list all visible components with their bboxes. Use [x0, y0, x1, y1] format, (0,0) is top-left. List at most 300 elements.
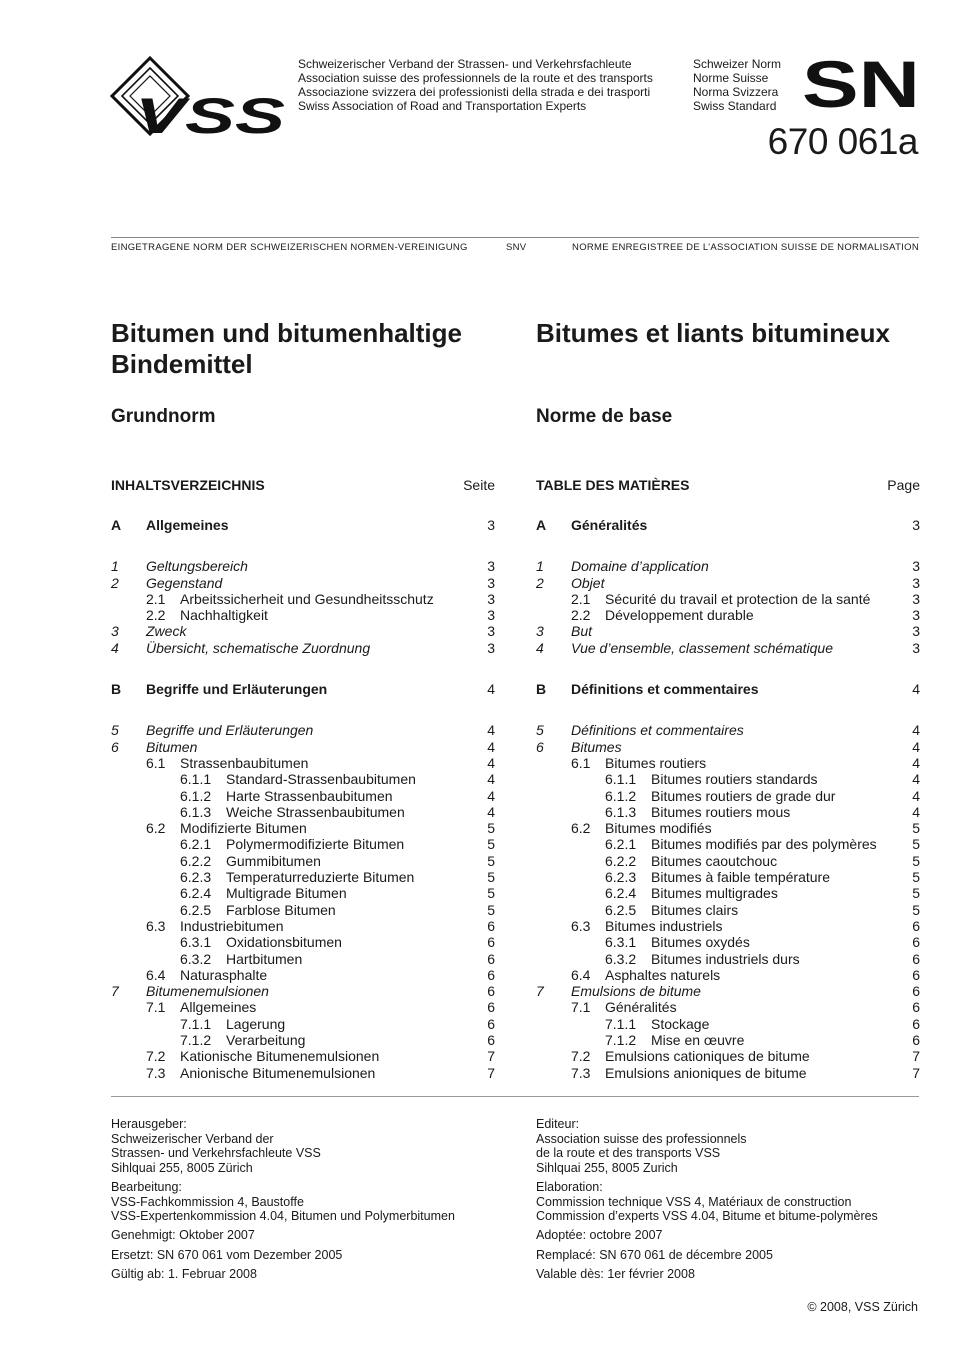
toc-page: 3 [912, 639, 920, 656]
toc-entry [111, 902, 495, 918]
toc-number: 2.2 [571, 607, 591, 624]
imprint-line: Elaboration: [536, 1179, 603, 1194]
toc-number: 6.2.3 [180, 869, 212, 886]
toc-page: 6 [487, 1032, 495, 1049]
toc-page: 4 [912, 787, 920, 804]
norm-line: Swiss Standard [693, 99, 777, 113]
toc-entry [536, 788, 920, 804]
toc-number: 7.1 [571, 999, 591, 1016]
toc-title: Gegenstand [146, 574, 223, 591]
toc-page: 5 [487, 820, 495, 837]
page-label: Page [887, 477, 920, 493]
toc-number: 6.1.1 [605, 771, 637, 788]
toc-title: Bitumes routiers mous [651, 803, 791, 820]
toc-number: 4 [536, 639, 544, 656]
toc-number: 2 [536, 574, 544, 591]
title-de-line: Bitumen und bitumenhaltige [111, 318, 462, 348]
toc-number: 6.3.1 [605, 934, 637, 951]
toc-page: 4 [487, 754, 495, 771]
association-line: Swiss Association of Road and Transportation Experts [298, 99, 587, 113]
toc-number: 7.1.2 [180, 1032, 212, 1049]
imprint-line: Ersetzt: SN 670 061 vom Dezember 2005 [111, 1247, 343, 1262]
toc-spacer [536, 656, 920, 681]
norm-names [693, 57, 781, 113]
toc-page: 4 [487, 803, 495, 820]
imprint-block [111, 1228, 495, 1243]
toc-entry [111, 1032, 495, 1048]
toc-title: Mise en œuvre [651, 1032, 745, 1049]
toc-number: A [111, 517, 122, 533]
toc-spacer [111, 656, 495, 681]
toc-title: Weiche Strassenbaubitumen [226, 803, 405, 820]
imprint-line: de la route et des transports VSS [536, 1146, 721, 1161]
registration-divider [111, 237, 919, 238]
toc-number: 6.2.1 [180, 836, 212, 853]
sn-logo-text: SN [802, 56, 920, 110]
title-de-line: Bindemittel [111, 349, 253, 379]
toc-entry [536, 1065, 920, 1081]
toc-number: 6.2 [571, 820, 591, 837]
toc-number: 2.1 [571, 590, 591, 607]
toc-page: 5 [912, 820, 920, 837]
toc-title: Généralités [571, 517, 648, 533]
subtitle-de: Grundnorm [111, 406, 216, 427]
toc-page: 3 [912, 574, 920, 591]
toc-entry [111, 1065, 495, 1081]
toc-title: Stockage [651, 1015, 710, 1032]
subtitle-fr: Norme de base [536, 406, 673, 427]
imprint-de [111, 1117, 495, 1286]
toc-entry [536, 681, 920, 697]
toc-number: 7 [536, 983, 544, 1000]
title-de [111, 318, 462, 380]
toc-header-de [111, 477, 495, 497]
toc-number: A [536, 517, 547, 533]
toc-number: 3 [111, 623, 119, 640]
toc-page: 3 [487, 517, 495, 533]
imprint-line: Sihlquai 255, 8005 Zurich [536, 1160, 678, 1175]
toc-page: 3 [912, 623, 920, 640]
registration-fr: NORME ENREGISTREE DE L’ASSOCIATION SUISSE DE NORMALISATION [572, 242, 919, 253]
toc-label: TABLE DES MATIÈRES [536, 477, 690, 493]
toc-entry [111, 575, 495, 591]
toc-title: Bitumes routiers [605, 754, 707, 771]
toc-number: 7.3 [571, 1064, 591, 1081]
toc-entry [111, 681, 495, 697]
toc-number: 6.2.4 [605, 885, 637, 902]
toc-title: Bitumes industriels durs [651, 950, 800, 967]
toc-number: 6.1.1 [180, 771, 212, 788]
toc-number: 4 [111, 639, 119, 656]
toc-page: 6 [912, 999, 920, 1016]
toc-page: 4 [487, 681, 495, 698]
imprint-line: Adoptée: octobre 2007 [536, 1228, 663, 1243]
toc-number: 7.2 [146, 1048, 166, 1065]
toc-page: 6 [912, 934, 920, 951]
toc-title: Sécurité du travail et protection de la santé [605, 590, 871, 607]
toc-number: 6.1.2 [180, 787, 212, 804]
toc-number: 2 [111, 574, 119, 591]
toc-page: 7 [487, 1048, 495, 1065]
toc-title: Asphaltes naturels [605, 966, 721, 983]
toc-page: 6 [487, 999, 495, 1016]
toc-entry [111, 607, 495, 623]
toc-title: Bitumes caoutchouc [651, 852, 778, 869]
toc-number: 6 [536, 738, 544, 755]
toc-entry [111, 591, 495, 607]
toc-entry [536, 967, 920, 983]
title-fr-line: Bitumes et liants bitumineux [536, 318, 890, 348]
toc-page: 6 [912, 983, 920, 1000]
toc-title: Développement durable [605, 607, 754, 624]
toc-page: 5 [487, 901, 495, 918]
toc-entry [111, 967, 495, 983]
imprint-block [111, 1180, 495, 1224]
toc-fr [536, 517, 920, 1081]
sn-logo [802, 56, 920, 110]
vss-logo-text: VSS [135, 88, 285, 140]
toc-number: 6.2.2 [605, 852, 637, 869]
toc-number: 7.1 [146, 999, 166, 1016]
toc-spacer [536, 697, 920, 722]
toc-entry [536, 820, 920, 836]
registration-de: EINGETRAGENE NORM DER SCHWEIZERISCHEN NORMEN-VEREINIGUNG [111, 242, 468, 253]
imprint-block [536, 1248, 920, 1263]
toc-page: 4 [912, 722, 920, 739]
toc-title: Multigrade Bitumen [226, 885, 347, 902]
toc-title: Bitumes routiers de grade dur [651, 787, 836, 804]
toc-entry [111, 640, 495, 656]
toc-entry [111, 820, 495, 836]
toc-entry [536, 869, 920, 885]
imprint-line: Strassen- und Verkehrsfachleute VSS [111, 1146, 321, 1161]
toc-page: 6 [487, 983, 495, 1000]
toc-number: 7.1.1 [180, 1015, 212, 1032]
toc-page: 3 [487, 623, 495, 640]
toc-number: 7 [111, 983, 119, 1000]
toc-title: But [571, 623, 593, 640]
toc-number: 6.2.2 [180, 852, 212, 869]
toc-title: Bitumes multigrades [651, 885, 778, 902]
toc-header-fr [536, 477, 920, 497]
toc-number: 6.2 [146, 820, 166, 837]
toc-entry [536, 591, 920, 607]
toc-title: Bitumes industriels [605, 917, 723, 934]
toc-page: 4 [912, 681, 920, 698]
registration-snv: SNV [506, 242, 527, 253]
toc-number: 5 [111, 722, 119, 739]
toc-de [111, 517, 495, 1081]
toc-entry [536, 1032, 920, 1048]
toc-number: 1 [536, 558, 544, 575]
toc-spacer [536, 533, 920, 558]
imprint-block [111, 1117, 495, 1175]
toc-entry [536, 902, 920, 918]
toc-number: 6.3.1 [180, 934, 212, 951]
toc-number: 6.3.2 [605, 950, 637, 967]
toc-entry [536, 607, 920, 623]
toc-page: 5 [912, 869, 920, 886]
toc-entry [111, 771, 495, 787]
toc-spacer [111, 697, 495, 722]
vss-logo [110, 56, 292, 140]
toc-entry [111, 983, 495, 999]
toc-title: Allgemeines [146, 517, 229, 533]
page-label: Seite [463, 477, 495, 493]
toc-entry [111, 999, 495, 1015]
toc-number: 6.1.2 [605, 787, 637, 804]
toc-title: Bitumes modifiés [605, 820, 712, 837]
toc-title: Harte Strassenbaubitumen [226, 787, 393, 804]
toc-title: Bitumes clairs [651, 901, 739, 918]
toc-page: 3 [912, 517, 920, 533]
toc-page: 4 [912, 803, 920, 820]
toc-entry [536, 558, 920, 574]
toc-page: 5 [487, 852, 495, 869]
toc-page: 6 [912, 966, 920, 983]
toc-title: Geltungsbereich [146, 558, 248, 575]
toc-title: Lagerung [226, 1015, 286, 1032]
toc-number: 6.2.5 [605, 901, 637, 918]
toc-title: Emulsions anioniques de bitume [605, 1064, 807, 1081]
toc-number: 2.2 [146, 607, 166, 624]
toc-entry [536, 918, 920, 934]
toc-title: Nachhaltigkeit [180, 607, 268, 624]
toc-entry [536, 575, 920, 591]
toc-title: Emulsions cationiques de bitume [605, 1048, 810, 1065]
toc-title: Oxidationsbitumen [226, 934, 342, 951]
imprint-line: Commission d’experts VSS 4.04, Bitume et bitume-polymères [536, 1209, 878, 1224]
toc-title: Emulsions de bitume [571, 983, 701, 1000]
toc-entry [536, 771, 920, 787]
imprint-line: Sihlquai 255, 8005 Zürich [111, 1160, 253, 1175]
copyright: © 2008, VSS Zürich [807, 1300, 918, 1314]
imprint-line: VSS-Fachkommission 4, Baustoffe [111, 1194, 304, 1209]
toc-title: Bitumen [146, 738, 198, 755]
toc-entry [111, 788, 495, 804]
association-names [298, 57, 653, 113]
toc-number: 6.2.3 [605, 869, 637, 886]
toc-entry [111, 739, 495, 755]
toc-entry [536, 739, 920, 755]
imprint-block [111, 1267, 495, 1282]
toc-number: 2.1 [146, 590, 166, 607]
toc-entry [536, 934, 920, 950]
toc-title: Généralités [605, 999, 677, 1016]
toc-entry [536, 885, 920, 901]
toc-title: Objet [571, 574, 605, 591]
toc-page: 3 [487, 639, 495, 656]
toc-page: 3 [487, 590, 495, 607]
toc-title: Définitions et commentaires [571, 722, 744, 739]
toc-title: Bitumes oxydés [651, 934, 750, 951]
toc-entry [536, 623, 920, 639]
toc-number: 6.2.1 [605, 836, 637, 853]
toc-entry [536, 999, 920, 1015]
toc-number: 6.1 [571, 754, 591, 771]
toc-title: Begriffe und Erläuterungen [146, 722, 314, 739]
toc-entry [111, 755, 495, 771]
toc-entry [111, 804, 495, 820]
toc-title: Naturasphalte [180, 966, 268, 983]
toc-number: 6.4 [146, 966, 166, 983]
toc-page: 3 [487, 607, 495, 624]
toc-entry [111, 934, 495, 950]
toc-number: B [111, 681, 122, 698]
imprint-block [536, 1228, 920, 1243]
toc-number: 6.2.5 [180, 901, 212, 918]
norm-line: Norme Suisse [693, 71, 769, 85]
toc-page: 4 [487, 771, 495, 788]
toc-page: 4 [487, 722, 495, 739]
toc-number: B [536, 681, 547, 698]
toc-title: Bitumes à faible température [651, 869, 830, 886]
imprint-block [536, 1117, 920, 1175]
toc-entry [111, 517, 495, 533]
toc-page: 5 [912, 852, 920, 869]
toc-entry [536, 983, 920, 999]
toc-title: Temperaturreduzierte Bitumen [226, 869, 415, 886]
toc-entry [111, 918, 495, 934]
norm-line: Schweizer Norm [693, 57, 782, 71]
toc-page: 3 [912, 607, 920, 624]
toc-entry [536, 722, 920, 738]
toc-page: 5 [912, 836, 920, 853]
imprint-line: Valable dès: 1er février 2008 [536, 1266, 695, 1281]
imprint-block [536, 1180, 920, 1224]
toc-page: 4 [912, 754, 920, 771]
toc-title: Standard-Strassenbaubitumen [226, 771, 416, 788]
toc-entry [111, 951, 495, 967]
toc-title: Bitumenemulsionen [146, 983, 269, 1000]
toc-page: 3 [487, 558, 495, 575]
toc-page: 3 [912, 590, 920, 607]
toc-number: 1 [111, 558, 119, 575]
imprint-fr [536, 1117, 920, 1286]
footer-divider [111, 1096, 919, 1097]
imprint-block [111, 1248, 495, 1263]
toc-spacer [111, 533, 495, 558]
toc-number: 6.1.3 [605, 803, 637, 820]
toc-title: Verarbeitung [226, 1032, 306, 1049]
toc-number: 3 [536, 623, 544, 640]
toc-title: Kationische Bitumenemulsionen [180, 1048, 380, 1065]
imprint-line: Herausgeber: [111, 1117, 187, 1131]
toc-number: 7.2 [571, 1048, 591, 1065]
toc-title: Bitumes modifiés par des polymères [651, 836, 877, 853]
toc-number: 6.3.2 [180, 950, 212, 967]
toc-entry [111, 853, 495, 869]
toc-page: 6 [912, 917, 920, 934]
toc-page: 6 [912, 950, 920, 967]
document-number: 670 061a [767, 121, 918, 162]
imprint-line: Gültig ab: 1. Februar 2008 [111, 1266, 257, 1281]
toc-number: 7.3 [146, 1064, 166, 1081]
toc-title: Bitumes routiers standards [651, 771, 818, 788]
imprint-line: VSS-Expertenkommission 4.04, Bitumen und Polymerbitumen [111, 1209, 455, 1224]
toc-title: Vue d’ensemble, classement schématique [571, 639, 834, 656]
association-line: Associazione svizzera dei professionisti della strada e dei trasporti [298, 85, 651, 99]
toc-page: 6 [912, 1032, 920, 1049]
toc-page: 5 [912, 901, 920, 918]
toc-entry [111, 836, 495, 852]
toc-page: 4 [912, 738, 920, 755]
toc-number: 6.3 [571, 917, 591, 934]
toc-entry [536, 517, 920, 533]
toc-title: Bitumes [571, 738, 622, 755]
toc-page: 5 [487, 869, 495, 886]
toc-page: 5 [487, 885, 495, 902]
imprint-line: Commission technique VSS 4, Matériaux de construction [536, 1194, 852, 1209]
toc-entry [536, 853, 920, 869]
toc-entry [536, 1016, 920, 1032]
toc-number: 5 [536, 722, 544, 739]
toc-title: Polymermodifizierte Bitumen [226, 836, 405, 853]
toc-number: 6.1.3 [180, 803, 212, 820]
toc-entry [536, 804, 920, 820]
toc-page: 6 [912, 1015, 920, 1032]
toc-page: 4 [912, 771, 920, 788]
toc-title: Arbeitssicherheit und Gesundheitsschutz [180, 590, 434, 607]
toc-number: 6.1 [146, 754, 166, 771]
toc-page: 6 [487, 917, 495, 934]
toc-entry [111, 623, 495, 639]
toc-title: Zweck [146, 623, 187, 640]
imprint-line: Schweizerischer Verband der [111, 1131, 274, 1146]
imprint-line: Bearbeitung: [111, 1179, 182, 1194]
toc-page: 7 [487, 1064, 495, 1081]
toc-number: 6.2.4 [180, 885, 212, 902]
toc-title: Modifizierte Bitumen [180, 820, 307, 837]
toc-page: 3 [487, 574, 495, 591]
toc-page: 6 [487, 950, 495, 967]
imprint-line: Association suisse des professionnels [536, 1131, 747, 1146]
imprint-line: Genehmigt: Oktober 2007 [111, 1228, 255, 1243]
toc-page: 7 [912, 1048, 920, 1065]
toc-entry [111, 558, 495, 574]
toc-number: 7.1.2 [605, 1032, 637, 1049]
imprint-block [536, 1267, 920, 1282]
toc-title: Übersicht, schematische Zuordnung [146, 639, 371, 656]
toc-page: 4 [487, 738, 495, 755]
toc-title: Industriebitumen [180, 917, 284, 934]
toc-entry [536, 755, 920, 771]
toc-page: 6 [487, 1015, 495, 1032]
association-line: Schweizerischer Verband der Strassen- und Verkehrsfachleute [298, 57, 632, 71]
toc-page: 4 [487, 787, 495, 804]
toc-entry [111, 1048, 495, 1064]
toc-page: 5 [487, 836, 495, 853]
toc-entry [536, 951, 920, 967]
toc-page: 5 [912, 885, 920, 902]
toc-title: Allgemeines [180, 999, 257, 1016]
toc-title: Domaine d’application [571, 558, 709, 575]
toc-page: 6 [487, 934, 495, 951]
association-line: Association suisse des professionnels de la route et des transports [298, 71, 653, 85]
imprint-line: Remplacé: SN 670 061 de décembre 2005 [536, 1247, 773, 1262]
toc-title: Farblose Bitumen [226, 901, 336, 918]
toc-title: Anionische Bitumenemulsionen [180, 1064, 376, 1081]
toc-number: 6.3 [146, 917, 166, 934]
toc-page: 6 [487, 966, 495, 983]
toc-number: 6 [111, 738, 119, 755]
toc-number: 7.1.1 [605, 1015, 637, 1032]
toc-entry [536, 836, 920, 852]
toc-title: Begriffe und Erläuterungen [146, 681, 328, 698]
toc-page: 3 [912, 558, 920, 575]
toc-entry [536, 640, 920, 656]
toc-entry [536, 1048, 920, 1064]
